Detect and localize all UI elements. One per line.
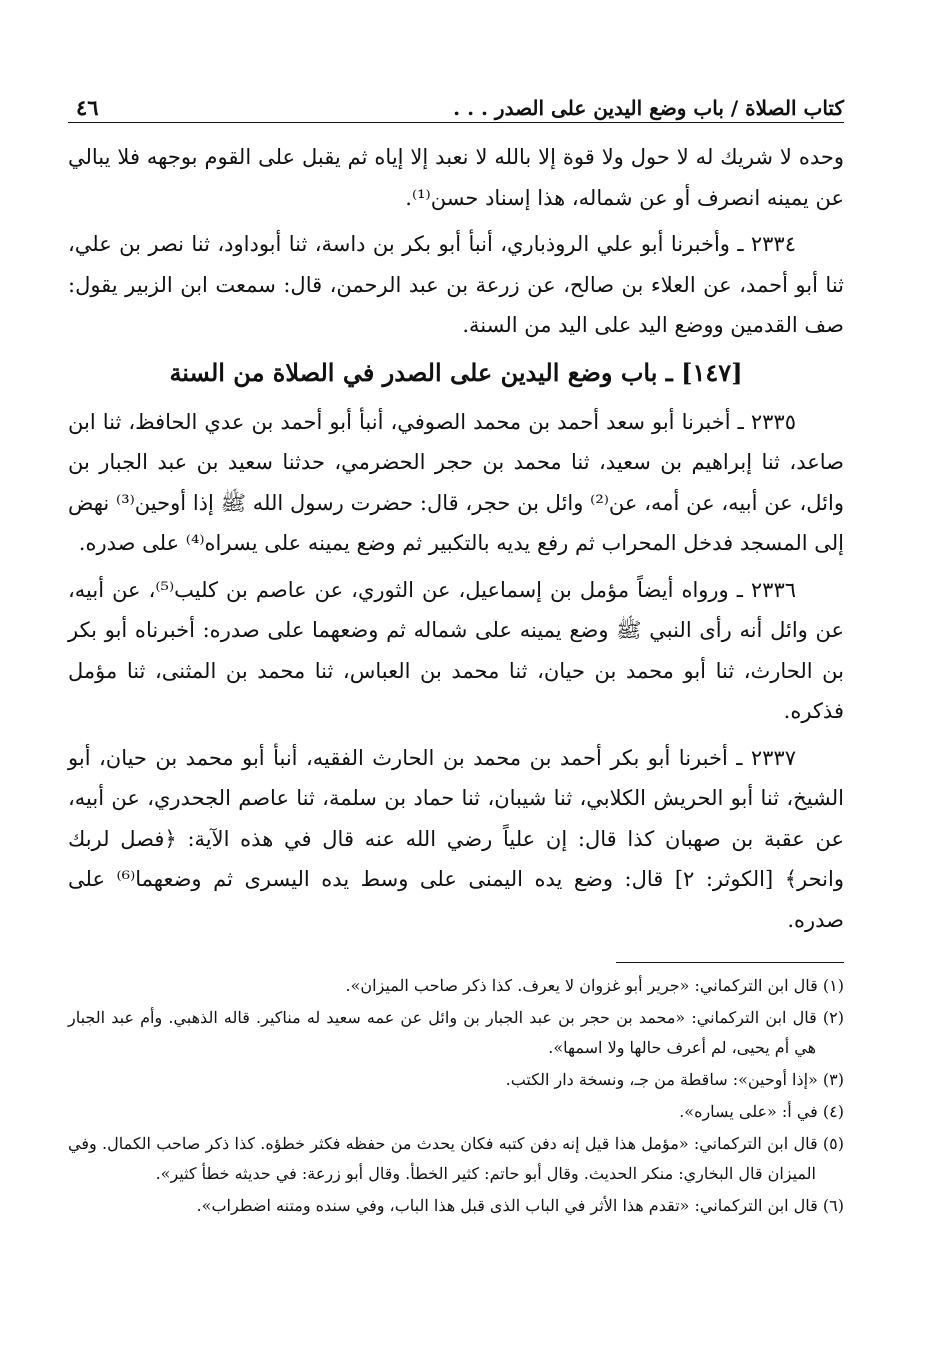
footnote-4: (٤) في أ: «على يساره». (679, 1102, 844, 1121)
footnote-1: (١) قال ابن التركماني: «جرير أبو غزوان لا يعرف. كذا ذكر صاحب الميزان». (345, 976, 844, 995)
hadith-2337: ٢٣٣٧ ـ أخبرنا أبو بكر أحمد بن محمد بن الحارث الفقيه، أنبأ أبو محمد بن حيان، أبو الشيخ، ثنا أبو الحريش الكلابي، ثنا شيبان، ثنا حماد بن سلمة، ثنا عاصم الجحدري، عن أبيه، عن عقبة بن صهبان كذا قال: إن علياً رضي الله عنه قال في هذه الآية: ﴿فصل لربك وانحر﴾ [الكوثر: ٢] قال: وضع يده اليمنى على وسط يده اليسرى ثم وضعهما⁽⁶⁾ على صدره. (68, 745, 844, 932)
main-text (68, 137, 844, 940)
footnote-2: (٢) قال ابن التركماني: «محمد بن حجر بن عبد الجبار بن وائل عن عمه سعيد له مناكير. قاله الذهبي. وأم عبد الجبار هي أم يحيى، لم أعرف حالها ولا اسمها». (68, 1008, 844, 1057)
footnote-divider (616, 962, 844, 963)
page-header (68, 88, 844, 123)
hadith-2336: ٢٣٣٦ ـ ورواه أيضاً مؤمل بن إسماعيل، عن الثوري، عن عاصم بن كليب⁽⁵⁾، عن أبيه، عن وائل أنه رأى النبي ﷺ وضع يمينه على شماله ثم وضعهما على صدره: أخبرناه أبو بكر بن الحارث، ثنا أبو محمد بن حيان، ثنا محمد بن العباس، ثنا محمد بن المثنى، ثنا مؤمل فذكره. (68, 577, 844, 723)
footnotes (68, 971, 844, 1221)
chapter-heading: [١٤٧] ـ باب وضع اليدين على الصدر في الصلاة من السنة (169, 357, 743, 387)
hadith-2335: ٢٣٣٥ ـ أخبرنا أبو سعد أحمد بن محمد الصوفي، أنبأ أبو أحمد بن عدي الحافظ، ثنا ابن صاعد، ثنا إبراهيم بن سعيد، ثنا محمد بن حجر الحضرمي، حدثنا سعيد بن عبد الجبار بن وائل، عن أبيه، عن أمه، عن⁽²⁾ وائل بن حجر، قال: حضرت رسول الله ﷺ إذا أوحين⁽³⁾ نهض إلى المسجد فدخل المحراب ثم رفع يديه بالتكبير ثم وضع يمينه على يسراه⁽⁴⁾ على صدره. (68, 409, 844, 555)
hadith-2334: ٢٣٣٤ ـ وأخبرنا أبو علي الروذباري، أنبأ أبو بكر بن داسة، ثنا أبوداود، ثنا نصر بن علي، ثنا أبو أحمد، عن العلاء بن صالح، عن زرعة بن عبد الرحمن، قال: سمعت ابن الزبير يقول: صف القدمين ووضع اليد على اليد من السنة. (68, 232, 844, 337)
book-page (68, 88, 844, 1223)
footnote-6: (٦) قال ابن التركماني: «تقدم هذا الأثر في الباب الذى قبل هذا الباب، وفي سنده ومتنه اضطراب». (196, 1196, 844, 1215)
footnote-3: (٣) «إذا أوحين»: ساقطة من جـ، ونسخة دار الكتب. (505, 1070, 844, 1089)
running-title: كتاب الصلاة / باب وضع اليدين على الصدر . . . (453, 96, 844, 120)
paragraph-continuation: وحده لا شريك له لا حول ولا قوة إلا بالله لا نعبد إلا إياه ثم يقبل على القوم بوجهه فلا يبالي عن يمينه انصرف أو عن شماله، هذا إسناد حسن⁽¹⁾. (68, 145, 844, 210)
footnote-5: (٥) قال ابن التركماني: «مؤمل هذا قيل إنه دفن كتبه فكان يحدث من حفظه فكثر خطؤه. كذا ذكر صاحب الكمال. وفي الميزان قال البخاري: منكر الحديث. وقال أبو حاتم: كثير الخطأ. وقال أبو زرعة: في حديثه خطأ كثير». (68, 1134, 844, 1183)
page-number: ٤٦ (76, 95, 99, 120)
